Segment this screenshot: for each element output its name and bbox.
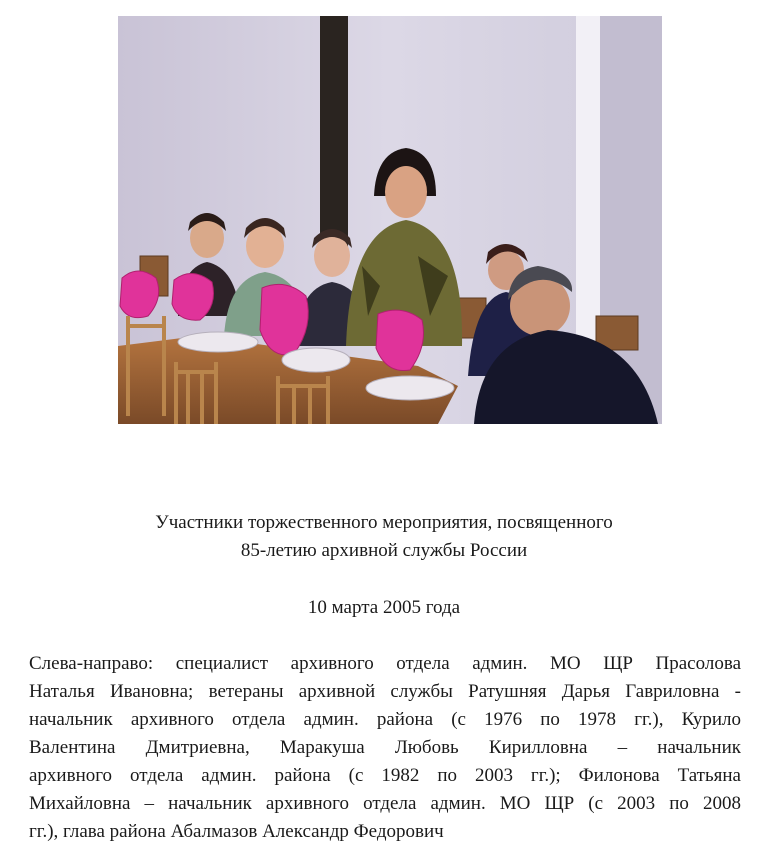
participants-description bbox=[29, 650, 741, 846]
description-line: Наталья Ивановна; ветераны архивной службы Ратушняя Дарья Гавриловна - bbox=[29, 681, 741, 702]
photo-caption bbox=[0, 509, 768, 565]
caption-line-2: 85-летию архивной службы России bbox=[240, 540, 528, 561]
description-line: Слева-направо: специалист архивного отдела админ. МО ЩР Прасолова bbox=[29, 653, 741, 674]
description-line: Валентина Дмитриевна, Маракуша Любовь Кирилловна – начальник bbox=[29, 737, 741, 758]
photo-pillar bbox=[320, 16, 348, 256]
description-line: архивного отдела админ. района (с 1982 по 2003 гг.); Филонова Татьяна bbox=[29, 765, 741, 786]
caption-line-1: Участники торжественного мероприятия, посвященного bbox=[155, 512, 613, 533]
event-date: 10 марта 2005 года bbox=[307, 597, 461, 618]
description-line: гг.), глава района Абалмазов Александр Федорович bbox=[29, 821, 444, 842]
event-photo bbox=[118, 16, 662, 424]
description-line: Михайловна – начальник архивного отдела админ. МО ЩР (с 2003 по 2008 bbox=[29, 793, 741, 814]
description-line: начальник архивного отдела админ. района (с 1976 по 1978 гг.), Курило bbox=[29, 709, 741, 730]
